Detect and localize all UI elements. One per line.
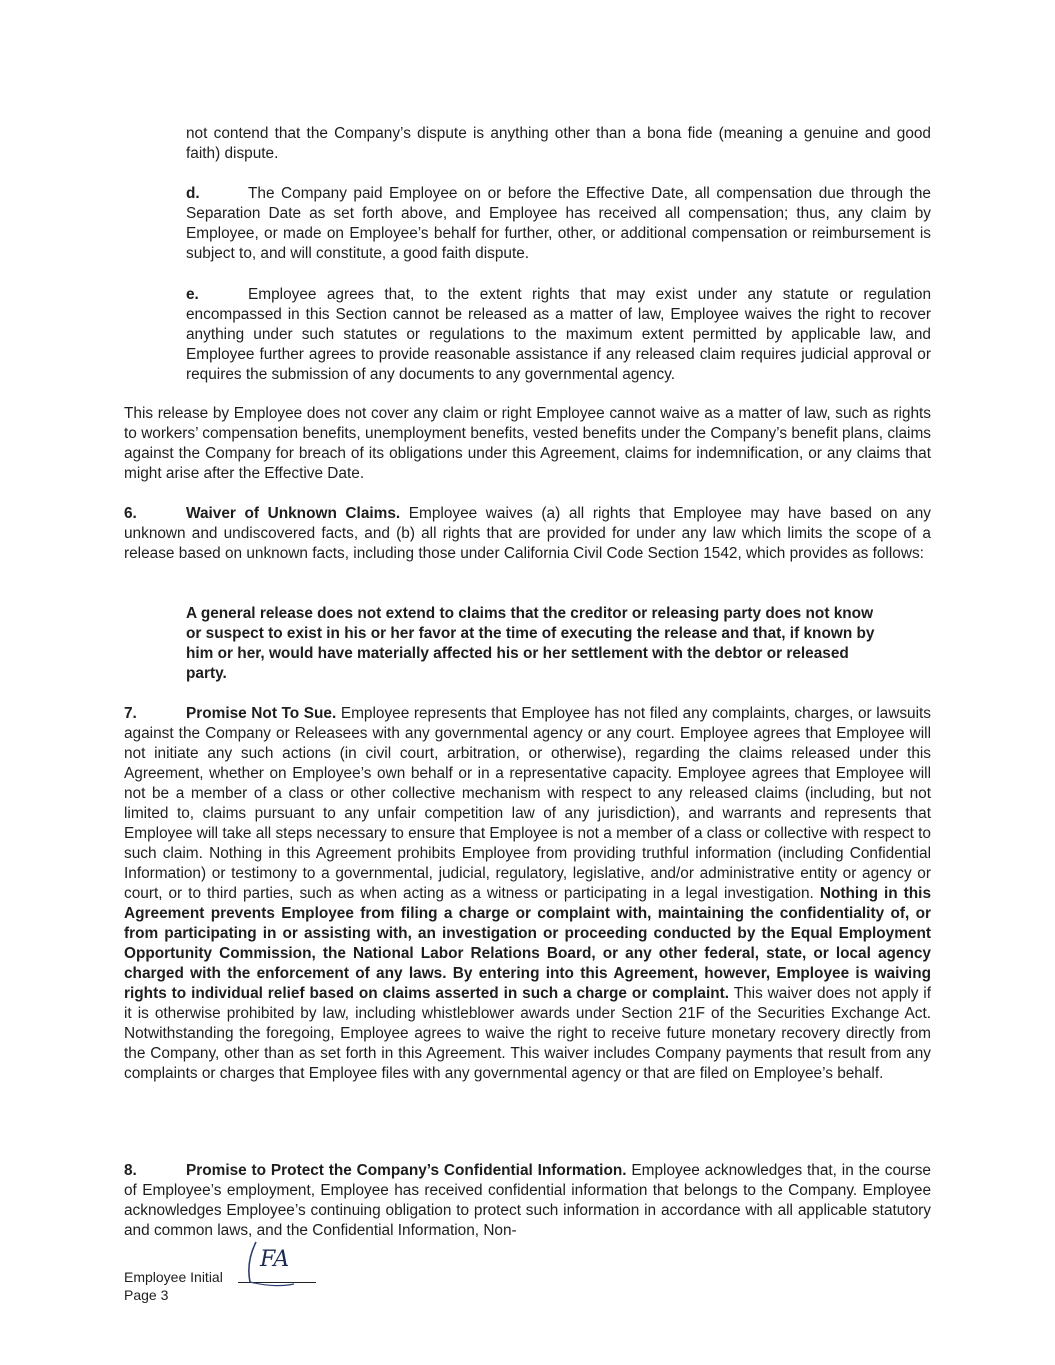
paragraph-text: Employee acknowledges that, in the course of Employee’s employment, Employee has received confidential information that belongs to the Company. Employee acknowledges Employee’s continuing obligation to protect such information in accordance with all applicable statutory and common laws, and the Confidential Information, Non- [124, 1162, 931, 1239]
section-title: Promise to Protect the Company’s Confidential Information. [186, 1162, 627, 1179]
signature-initials: FA [260, 1247, 290, 1272]
bold-paragraph-text: Nothing in this Agreement prevents Employee from filing a charge or complaint with, maintaining the confidentiality of, or from participating in or assisting with, an investigation or proceeding conducted by the Equal Employment Opportunity Commission, the National Labor Relations Board, or any other federal, state, or local agency charged with the enforcement of any laws. By entering into this Agreement, however, Employee is waiving rights to individual relief based on claims asserted in such a charge or complaint. [124, 885, 932, 1002]
paragraph-text: This waiver does not apply if it is otherwise prohibited by law, including whistleblower awards under Section 21F of the Securities Exchange Act. Notwithstanding the foregoing, Employee agrees to waive the right to receive future monetary recovery directly from the Company, other than as set forth in this Agreement. This waiver includes Company payments that result from any complaints or charges that Employee files with any governmental agency or that are filed on Employee’s behalf. [124, 985, 932, 1082]
paragraph-text: Employee represents that Employee has not filed any complaints, charges, or lawsuits against the Company or Releasees with any governmental agency or any court. Employee agrees that Employee will not initiate any such actions (in civil court, arbitration, or otherwise), regarding the claims released under this Agreement, whether on Employee’s own behalf or in a representative capacity. Employee agrees that Employee will not be a member of a class or other collective mechanism with respect to any released claims (including, but not limited to, claims pursuant to any unfair competition law of any jurisdiction), and warrants and represents that Employee will take all steps necessary to ensure that Employee is not a member of a class or collective with respect to such claim. Nothing in this Agreement prohibits Employee from providing truthful information (including Confidential Information) or testimony to a governmental, judicial, regulatory, legislative, and/or administrative entity or agency or court, or to third parties, such as when acting as a witness or participating in a legal investigation. [124, 705, 931, 902]
release-paragraph [124, 404, 931, 484]
paragraph-text: not contend that the Company’s dispute is anything other than a bona fide (meaning a genuine and good faith) dispute. [186, 125, 931, 162]
paragraph-text: This release by Employee does not cover any claim or right Employee cannot waive as a matter of law, such as rights to workers’ compensation benefits, unemployment benefits, vested benefits under the Company’s benefit plans, claims against the Company for breach of its obligations under this Agreement, claims for indemnification, or any claims that might arise after the Effective Date. [124, 405, 931, 482]
section-number: 6. [124, 505, 137, 522]
section-8 [124, 1161, 931, 1241]
section-5c-continuation [186, 124, 931, 164]
item-label: e. [186, 286, 199, 303]
paragraph-text: The Company paid Employee on or before the Effective Date, all compensation due through the Separation Date as set forth above, and Employee has received all compensation; thus, any claim by Employee, or made on Employee’s behalf for further, other, or additional compensation or reimbursement is subject to, and will constitute, a good faith dispute. [186, 185, 931, 262]
section-7 [124, 704, 931, 1084]
section-number: 7. [124, 705, 137, 722]
section-number: 8. [124, 1162, 137, 1179]
section-title: Promise Not To Sue. [186, 705, 337, 722]
employee-initial-label: Employee Initial [124, 1269, 223, 1285]
section-title: Waiver of Unknown Claims. [186, 505, 401, 522]
section-6 [124, 504, 931, 564]
section-5e [186, 285, 931, 385]
civil-code-quote: A general release does not extend to claims that the creditor or releasing party does not know or suspect to exist in his or her favor at the time of executing the release and that, if known by him or her, would have materially affected his or her settlement with the debtor or released party. [186, 605, 875, 682]
paragraph-text: Employee agrees that, to the extent rights that may exist under any statute or regulation encompassed in this Section cannot be released as a matter of law, Employee waives the right to recover anything under such statutes or regulations to the maximum extent permitted by applicable law, and Employee further agrees to provide reasonable assistance if any released claim requires judicial approval or requires the submission of any documents to any governmental agency. [186, 286, 931, 383]
paragraph-text: Employee waives (a) all rights that Employee may have based on any unknown and undiscovered facts, and (b) all rights that are provided for under any law which limits the scope of a release based on unknown facts, including those under California Civil Code Section 1542, which provides as follows: [124, 505, 931, 562]
section-5d [186, 184, 931, 264]
page-number: Page 3 [124, 1287, 169, 1303]
item-label: d. [186, 185, 200, 202]
page-footer [124, 1268, 223, 1304]
initials-signature [244, 1236, 324, 1288]
